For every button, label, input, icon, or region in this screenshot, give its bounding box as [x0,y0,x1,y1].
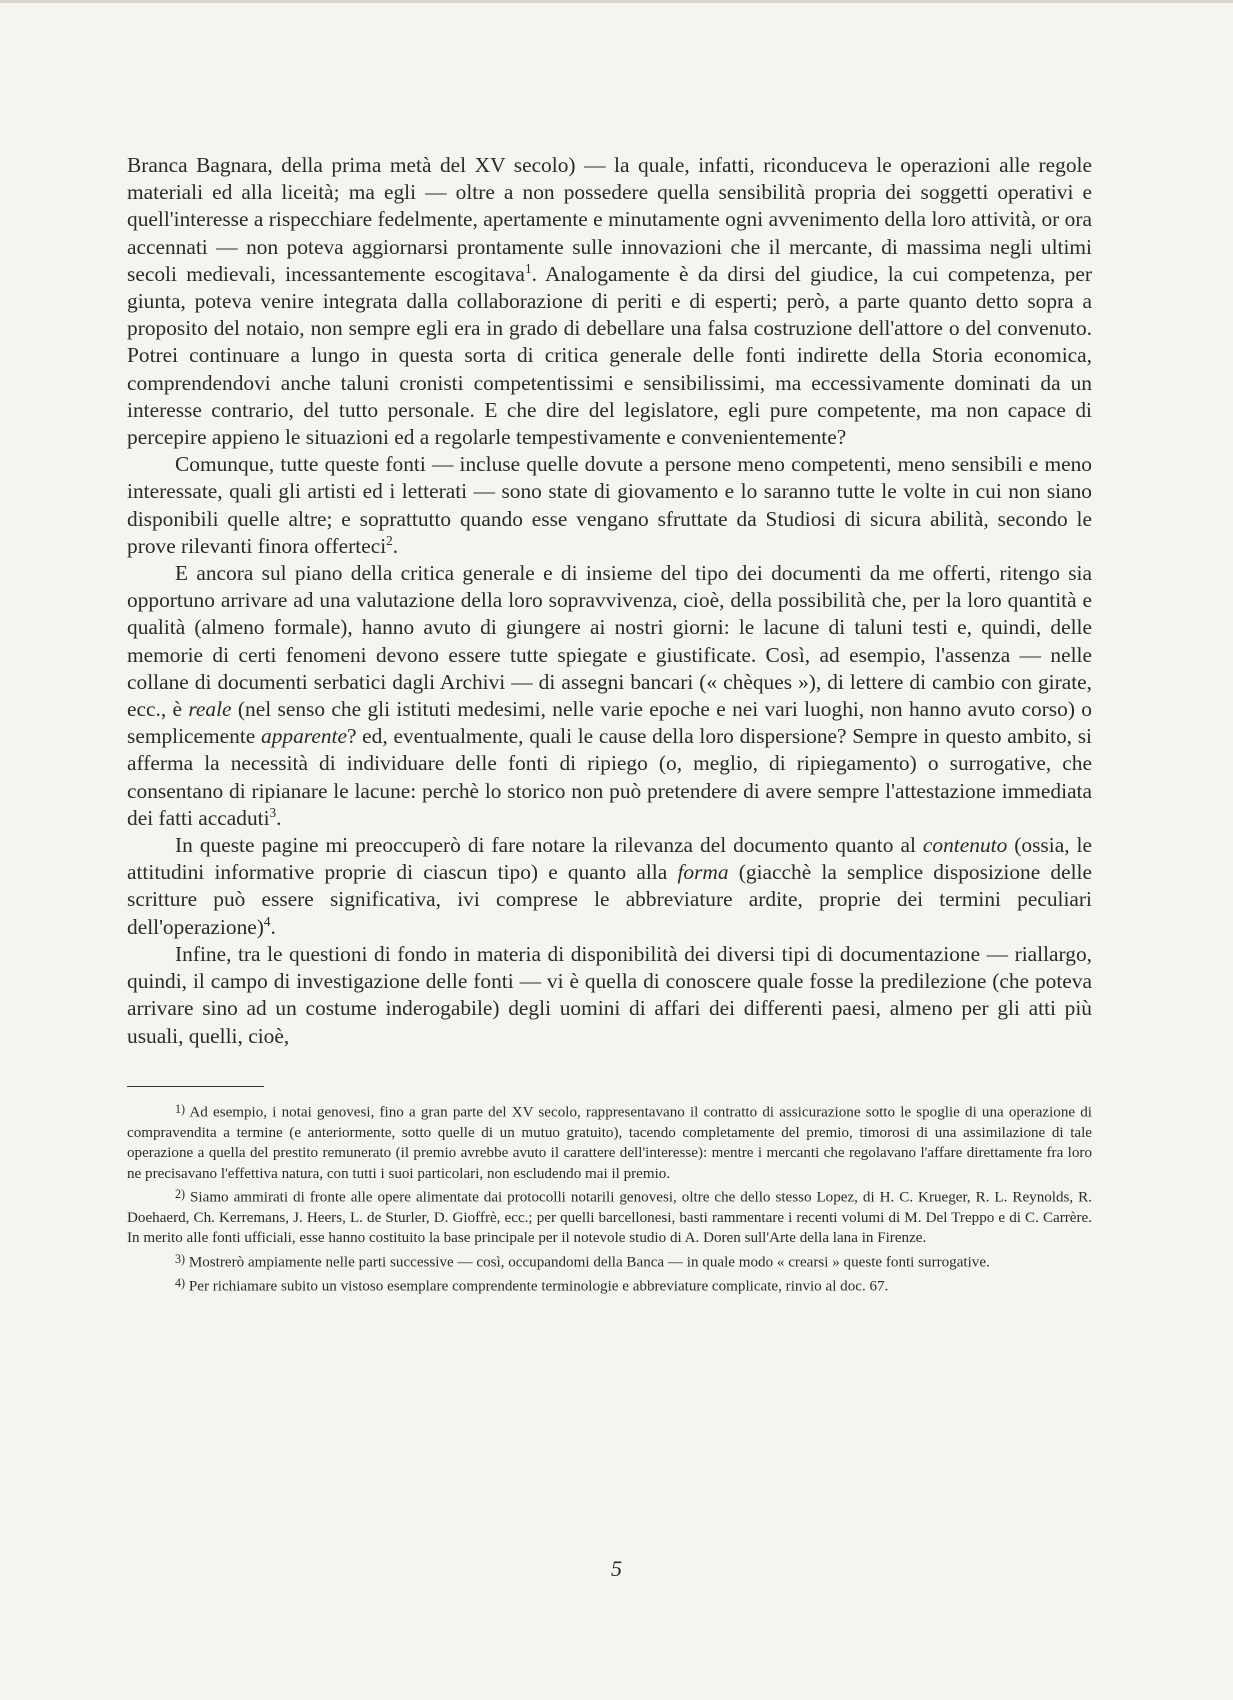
footnote-text: Mostrerò ampiamente nelle parti successive — così, occupandomi della Banca — in quale modo « crearsi » queste fonti surrogative. [188,1254,990,1271]
footnote-text: Siamo ammirati di fronte alle opere alimentate dai protocolli notarili genovesi, oltre che dello stesso Lopez, di H. C. Krueger, R. L. Reynolds, R. Doehaerd, Ch. Kerremans, J. Heers, L. de Sturler, D. Gioffrè, ecc.; per quelli barcellonesi, basti rammentare i recenti volumi di M. Del Treppo e di C. Carrère. In merito alle fonti ufficiali, esse hanno costituito la base principale per il notevole studio di A. Doren sull'Arte della lana in Firenze. [127,1189,1092,1247]
footnote [127,1099,1092,1184]
footnote-text: Per richiamare subito un vistoso esemplare comprendente terminologie e abbreviature complicate, rinvio al doc. 67. [188,1277,889,1294]
text-run: (ossia, le attitudini informative proprie di ciascun tipo) e quanto alla [127,833,1092,885]
paragraph [127,152,1092,451]
italic-term: forma [677,860,729,885]
text-run: (nel senso che gli istituti medesimi, nelle varie epoche e nei vari luoghi, non hanno avuto corso) o semplicemente [127,697,1092,749]
text-run: E ancora sul piano della critica generale e di insieme del tipo dei documenti da me offerti, ritengo sia opportuno arrivare ad una valutazione della loro sopravvivenza, cioè, della possibilità che, per la loro quantità e qualità (almeno formale), hanno avuto di giungere ai nostri giorni: le lacune di taluni testi e, quindi, delle memorie di certi fenomeni devono essere tutte spiegate e giustificate. Così, ad esempio, l'assenza — nelle collane di documenti serbatici dagli Archivi — di assegni bancari (« chèques »), di lettere di cambio con girate, ecc., è [127,561,1092,722]
text-run: In queste pagine mi preoccuperò di fare notare la rilevanza del documento quanto al [175,833,923,858]
text-run: Infine, tra le questioni di fondo in materia di disponibilità dei diversi tipi di documentazione — riallargo, quindi, il campo di investigazione delle fonti — vi è quella di conoscere quale fosse la predilezione (che poteva arrivare sino ad un costume inderogabile) degli uomini di affari dei differenti paesi, almeno per gli atti più usuali, quelli, cioè, [127,941,1092,1048]
footnote-reference: 3 [269,804,277,820]
italic-term: apparente [261,724,347,749]
footnote [127,1184,1092,1249]
paragraph [127,451,1092,560]
page-number: 5 [611,1556,622,1581]
footnotes [127,1099,1092,1296]
footnote-reference: 1 [524,260,532,276]
text-run: Branca Bagnara, della prima metà del XV secolo) — la quale, infatti, riconduceva le operazioni alle regole materiali ed alla liceità; ma egli — oltre a non possedere quella sensibilità propria dei soggetti operativi e quell'interesse a rispecchiare fedelmente, apertamente e minutamente ogni avvenimento della loro attività, or ora accennati — non poteva aggiornarsi prontamente sulle innovazioni che il mercante, di massima negli ultimi secoli medievali, incessantemente escogitava [127,153,1092,286]
text-run: . Analogamente è da dirsi del giudice, la cui competenza, per giunta, poteva venire integrata dalla collaborazione di periti e di esperti; però, a parte quanto detto sopra a proposito del notaio, non sempre egli era in grado di debellare una falsa costruzione dell'attore o del convenuto. Potrei continuare a lungo in questa sorta di critica generale delle fonti indirette della Storia economica, comprendendovi anche taluni cronisti competentissimi e sensibilissimi, ma eccessivamente dominati da un interesse contrario, del tutto personale. E che dire del legislatore, egli pure competente, ma non capace di percepire appieno le situazioni ed a regolarle tempestivamente e convenientemente? [127,261,1092,450]
footnote-text: Ad esempio, i notai genovesi, fino a gran parte del XV secolo, rappresentavano il contratto di assicurazione sotto le spoglie di una operazione di compravendita a termine (e anteriormente, sotto quelle di un mutuo gratuito), tacendo completamente del premio, timorosi di una assimilazione di tale operazione a quella del prestito remunerato (il premio avrebbe avuto il carattere dell'interesse): mentre i mercanti che regolavano l'affare direttamente fra loro ne precisavano l'effettiva natura, con tutti i suoi particolari, non escludendo mai il premio. [127,1104,1092,1182]
footnote-separator [127,1086,264,1088]
body-text [127,152,1092,1050]
text-run: (giacchè la semplice disposizione delle scritture può essere significativa, ivi comprese le abbreviature ardite, proprie dei termini peculiari dell'operazione) [127,860,1092,939]
footnote-reference: 4 [263,913,271,929]
footnote-mark: 2) [175,1187,186,1202]
paragraph [127,941,1092,1050]
top-edge-rule [0,0,1233,3]
text-run: Comunque, tutte queste fonti — incluse quelle dovute a persone meno competenti, meno sensibili e meno interessate, quali gli artisti ed i letterati — sono state di giovamento e lo saranno tutte le volte in cui non siano disponibili quelle altre; e soprattutto quando esse vengano sfruttate da Studiosi di sicura abilità, secondo le prove rilevanti finora offerteci [127,452,1092,558]
text-run: . [276,805,282,830]
footnote-mark: 3) [175,1251,186,1266]
footnote-mark: 4) [175,1275,186,1290]
text-run: . [270,914,276,939]
italic-term: reale [188,697,232,722]
page-content [127,152,1092,1296]
text-run: ? ed, eventualmente, quali le cause della loro dispersione? Sempre in questo ambito, si afferma la necessità di individuare delle fonti di ripiego (o, meglio, di ripiegamento) o surrogative, che consentano di ripianare le lacune: perchè lo storico non può pretendere di avere sempre l'attestazione immediata dei fatti accaduti [127,724,1092,830]
paragraph [127,832,1092,941]
text-run: . [392,533,399,558]
footnote-mark: 1) [175,1102,186,1117]
footnote [127,1249,1092,1273]
paragraph [127,560,1092,832]
footnote [127,1273,1092,1297]
italic-term: contenuto [922,833,1008,858]
footnote-reference: 2 [386,532,393,548]
